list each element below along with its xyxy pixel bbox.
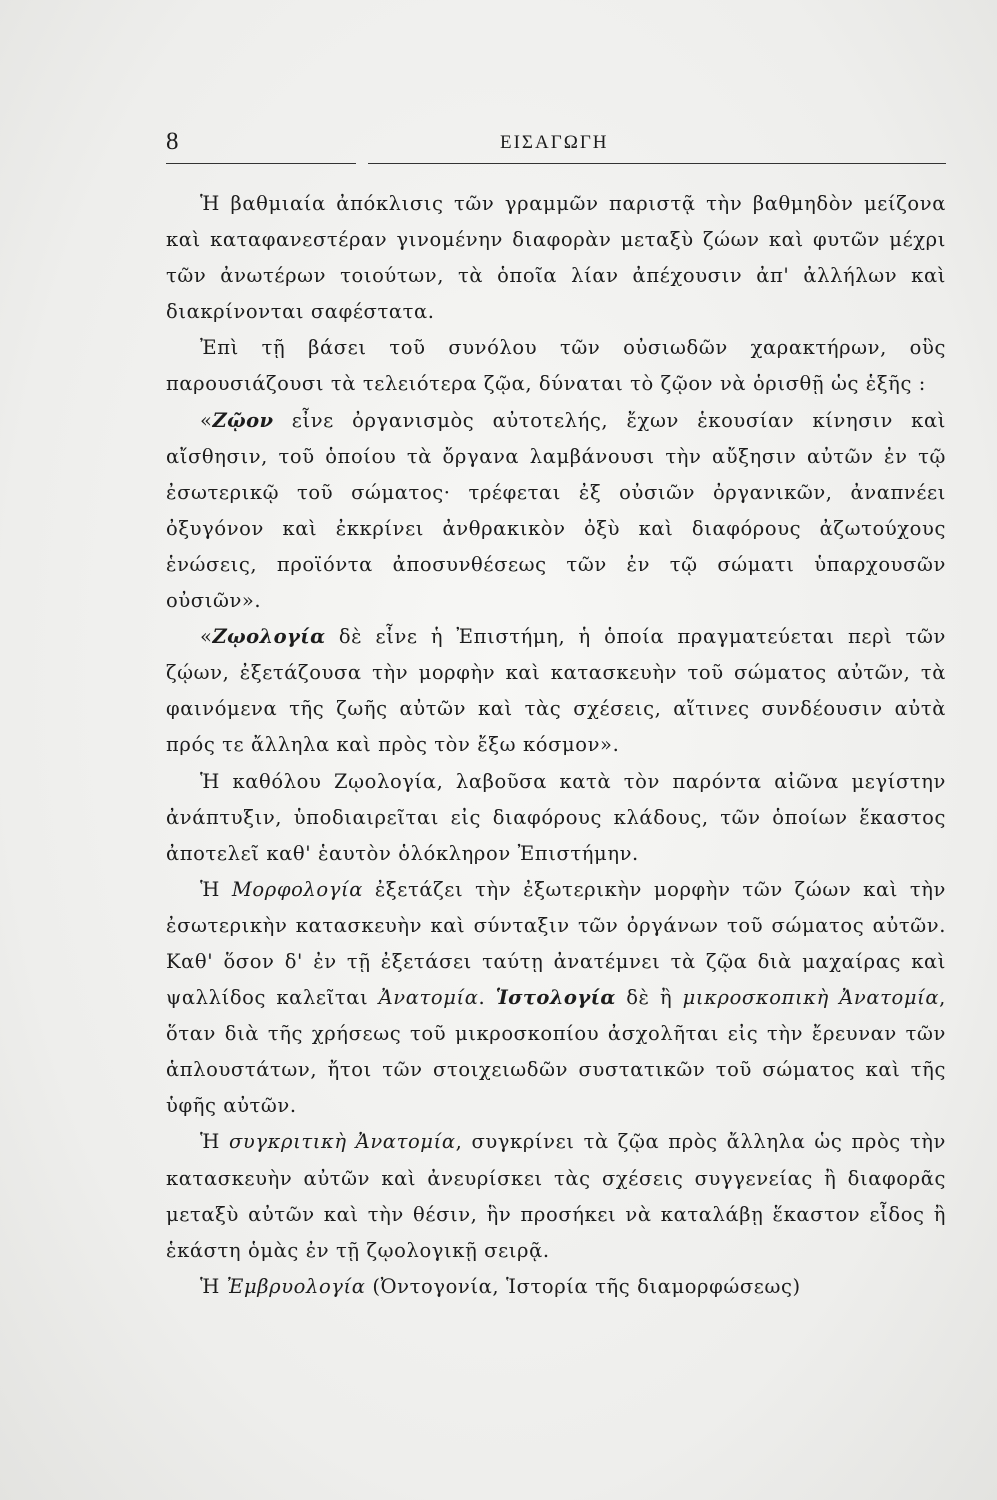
open-quote: « — [200, 408, 213, 432]
page-number: 8 — [166, 128, 179, 155]
paragraph-text: , ὅταν διὰ τῆς χρήσεως τοῦ μικροσκοπίου ἀσχολῆται εἰς τὴν ἔρευναν τῶν ἁπλουστάτων, ἤτοι τῶν στοιχειωδῶν συστατικῶν τοῦ σώματος καὶ τῆς ὑφῆς αὐτῶν. — [166, 986, 946, 1118]
term-morphologia: Μορφολογία — [231, 877, 363, 901]
paragraph-text: εἶνε ὀργανισμὸς αὐτοτελής, ἔχων ἑκουσίαν κίνησιν καὶ αἴσθησιν, τοῦ ὁποίου τὰ ὄργανα λαμβάνουσι τὴν αὔξησιν αὐτῶν ἐν τῷ ἐσωτερικῷ τοῦ σώματος· τρέφεται ἐξ οὐσιῶν ὀργανικῶν, ἀναπνέει ὀξυγόνον καὶ ἐκκρίνει ἀνθρακικὸν ὀξὺ καὶ διαφόρους ἀζωτούχους ἑνώσεις, προϊόντα ἀποσυνθέσεως τῶν ἐν τῷ σώματι ὑπαρχουσῶν οὐσιῶν». — [166, 408, 946, 613]
paragraph-zoology-definition — [166, 619, 946, 763]
paragraph-definition-intro — [166, 330, 946, 402]
paragraph-text: , συγκρίνει τὰ ζῷα πρὸς ἄλληλα ὡς πρὸς τὴν κατασκευὴν αὐτῶν καὶ ἀνευρίσκει τὰς σχέσεις συγγενείας ἢ διαφορᾶς μεταξὺ αὐτῶν καὶ τὴν θέσιν, ἣν προσήκει νὰ καταλάβῃ ἕκαστον εἶδος ἢ ἑκάστη ὁμὰς ἐν τῇ ζῳολογικῇ σειρᾷ. — [166, 1130, 946, 1262]
paragraph-text: Ἡ καθόλου Ζῳολογία, λαβοῦσα κατὰ τὸν παρόντα αἰῶνα μεγίστην ἀνάπτυξιν, ὑποδιαιρεῖται εἰς διαφόρους κλάδους, τῶν ὁποίων ἕκαστος ἀποτελεῖ καθ' ἑαυτὸν ὁλόκληρον Ἐπιστήμην. — [166, 769, 946, 865]
term-istologia: Ἱστολογία — [495, 986, 616, 1010]
term-microscopic-anatomy: μικροσκοπικὴ Ἀνατομία — [682, 986, 940, 1010]
term-zoon: Ζῷον — [212, 408, 274, 432]
paragraph-text: ἐξετάζει τὴν ἐξωτερικὴν μορφὴν τῶν ζώων καὶ τὴν ἐσωτερικὴν κατασκευὴν καὶ σύνταξιν τῶν ὀργάνων τοῦ σώματος αὐτῶν. Καθ' ὅσον δ' ἐν τῇ ἐξετάσει ταύτῃ ἀνατέμνει τὰ ζῷα διὰ μαχαίρας καὶ ψαλλίδος καλεῖται — [166, 877, 946, 1010]
term-comparative-anatomy: συγκριτικὴ Ἀνατομία — [229, 1130, 456, 1154]
paragraph-embryology — [166, 1269, 946, 1305]
running-title: ΕΙΣΑΓΩΓΗ — [500, 132, 609, 153]
paragraph-lead: Ἡ — [200, 1274, 227, 1298]
term-embryologia: Ἐμβρυολογία — [226, 1274, 366, 1298]
paragraph-comparative-anatomy — [166, 1124, 946, 1268]
paragraph-gradual-divergence — [166, 186, 946, 330]
paragraph-animal-definition — [166, 403, 946, 620]
header-rule-right — [368, 163, 946, 164]
paragraph-zoology-branches — [166, 764, 946, 872]
body-text — [166, 186, 946, 1305]
paragraph-text: Ἡ βαθμιαία ἀπόκλισις τῶν γραμμῶν παριστᾷ τὴν βαθμηδὸν μείζονα καὶ καταφανεστέραν γινομένην διαφορὰν μεταξὺ ζώων καὶ φυτῶν μέχρι τῶν ἀνωτέρων τοιούτων, τὰ ὁποῖα λίαν ἀπέχουσιν ἀπ' ἀλλήλων καὶ διακρίνονται σαφέστατα. — [166, 192, 946, 324]
paragraph-morphology — [166, 872, 946, 1125]
paragraph-lead: Ἡ — [200, 1130, 229, 1154]
term-anatomia: Ἀνατομία — [378, 986, 479, 1010]
term-zoologia: Ζῳολογία — [212, 625, 326, 649]
paragraph-text: δὲ εἶνε ἡ Ἐπιστήμη, ἡ ὁποία πραγματεύεται περὶ τῶν ζῴων, ἐξετάζουσα τὴν μορφὴν καὶ κατασκευὴν τοῦ σώματος αὐτῶν, τὰ φαινόμενα τῆς ζωῆς αὐτῶν καὶ τὰς σχέσεις, αἵτινες συνδέουσιν αὐτὰ πρός τε ἄλληλα καὶ πρὸς τὸν ἔξω κόσμον». — [166, 625, 946, 757]
paragraph-text: (Ὀντογονία, Ἱστορία τῆς διαμορφώσεως) — [365, 1274, 801, 1298]
paragraph-text: δὲ ἢ — [615, 986, 683, 1010]
paragraph-text: . — [478, 986, 496, 1010]
paragraph-text: Ἐπὶ τῇ βάσει τοῦ συνόλου τῶν οὐσιωδῶν χαρακτήρων, οὓς παρουσιάζουσι τὰ τελειότερα ζῷα, δύναται τὸ ζῷον νὰ ὁρισθῇ ὡς ἑξῆς : — [166, 336, 946, 396]
paragraph-lead: Ἡ — [200, 877, 232, 901]
open-quote: « — [200, 625, 213, 649]
header-rule-left — [166, 163, 356, 164]
